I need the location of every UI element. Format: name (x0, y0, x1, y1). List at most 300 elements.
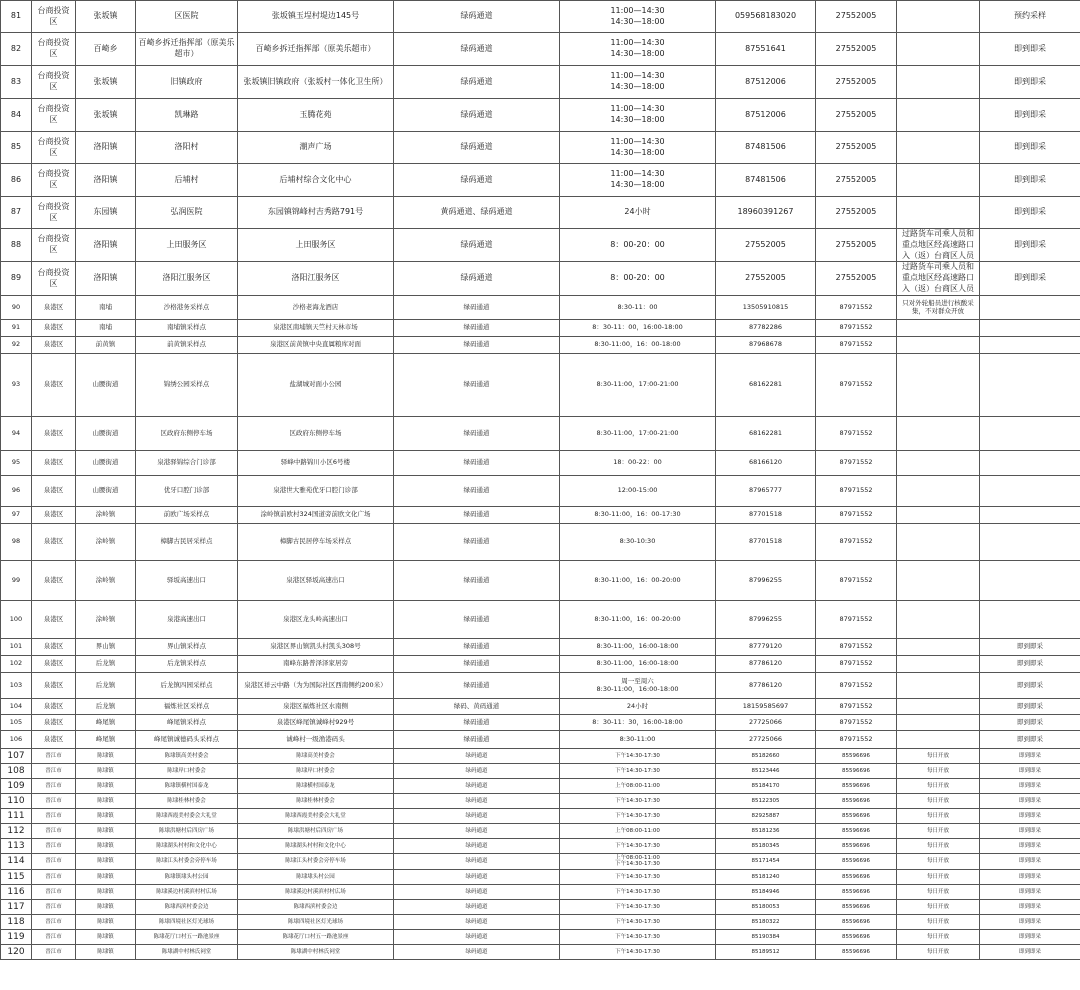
phone-cell: 85181236 (716, 823, 816, 838)
hours-cell: 8:30-11:00，16:00-18:00 (560, 655, 716, 672)
hotline-cell: 85596696 (816, 929, 897, 944)
service-cell: 即到即采 (980, 838, 1080, 853)
row-number: 96 (1, 475, 32, 506)
channel-cell: 绿码通道 (394, 336, 560, 353)
channel-cell: 绿码通道 (394, 506, 560, 523)
notice-cell: 过路货车司乘人员和重点地区经高速路口入（返）台商区人员 (897, 262, 980, 295)
address-cell: 陈埭溪边村溪滨村村広场 (238, 884, 394, 899)
channel-cell: 绿码通道 (394, 672, 560, 698)
service-cell: 即到即采 (980, 197, 1080, 229)
phone-cell: 87786120 (716, 655, 816, 672)
table-row (1, 295, 1080, 319)
address-cell: 陈埭花厅口村五一路池景座 (238, 929, 394, 944)
table-row (1, 778, 1080, 793)
site-name-cell: 前黄镇采样点 (136, 336, 238, 353)
hours-cell: 下午14:30-17:30 (560, 838, 716, 853)
town-cell: 陈埭镇 (76, 944, 136, 959)
service-cell: 预约采样 (980, 1, 1080, 33)
service-cell: 即到即采 (980, 899, 1080, 914)
phone-cell: 85182660 (716, 748, 816, 763)
table-row (1, 197, 1080, 229)
hours-cell: 8：30-11：00，16:00-18:00 (560, 319, 716, 336)
notice-cell (897, 475, 980, 506)
town-cell: 陈埭镇 (76, 808, 136, 823)
hotline-cell: 85596696 (816, 748, 897, 763)
hotline-cell: 85596696 (816, 808, 897, 823)
channel-cell: 绿码通道 (394, 793, 560, 808)
hotline-cell: 87971552 (816, 655, 897, 672)
table-row (1, 823, 1080, 838)
hours-cell: 8：00-20：00 (560, 229, 716, 262)
site-name-cell: 驿坂高速出口 (136, 560, 238, 600)
table-row (1, 929, 1080, 944)
service-cell: 即到即采 (980, 164, 1080, 197)
hotline-cell: 85596696 (816, 869, 897, 884)
site-name-cell: 优牙口腔门诊部 (136, 475, 238, 506)
row-number: 100 (1, 600, 32, 638)
site-name-cell: 陈埭镇埭头村公园 (136, 869, 238, 884)
hotline-cell: 87971552 (816, 450, 897, 475)
hours-cell: 8：00-20：00 (560, 262, 716, 295)
phone-cell: 059568183020 (716, 1, 816, 33)
hotline-cell: 87971552 (816, 600, 897, 638)
district-cell: 晋江市 (32, 778, 76, 793)
district-cell: 泉港区 (32, 295, 76, 319)
table-row (1, 884, 1080, 899)
channel-cell: 绿码通道 (394, 853, 560, 869)
town-cell: 峰尾镇 (76, 714, 136, 730)
address-cell: 泉港区福炼社区水南侧 (238, 698, 394, 714)
table-row (1, 748, 1080, 763)
phone-cell: 85190384 (716, 929, 816, 944)
address-cell: 张坂镇玉埕村堤边145号 (238, 1, 394, 33)
district-cell: 泉港区 (32, 523, 76, 560)
hotline-cell: 85596696 (816, 823, 897, 838)
district-cell: 台商投资区 (32, 1, 76, 33)
hours-cell: 下午14:30-17:30 (560, 929, 716, 944)
channel-cell: 绿码通道 (394, 899, 560, 914)
hours-cell: 8:30-11：00 (560, 295, 716, 319)
phone-cell: 85189512 (716, 944, 816, 959)
table-row (1, 730, 1080, 748)
phone-cell: 87551641 (716, 33, 816, 66)
hours-cell: 下午14:30-17:30 (560, 808, 716, 823)
district-cell: 晋江市 (32, 884, 76, 899)
notice-cell: 每日开放 (897, 884, 980, 899)
hotline-cell: 27552005 (816, 132, 897, 164)
table-row (1, 698, 1080, 714)
notice-cell: 每日开放 (897, 869, 980, 884)
row-number: 103 (1, 672, 32, 698)
site-name-cell: 后埔村 (136, 164, 238, 197)
service-cell: 即到即采 (980, 655, 1080, 672)
hours-cell: 8:30-11:00，17:00-21:00 (560, 416, 716, 450)
phone-cell: 87996255 (716, 560, 816, 600)
district-cell: 晋江市 (32, 763, 76, 778)
hours-cell: 下午14:30-17:30 (560, 899, 716, 914)
row-number: 82 (1, 33, 32, 66)
phone-cell: 87481506 (716, 132, 816, 164)
town-cell: 陈埭镇 (76, 778, 136, 793)
hours-cell: 18：00-22：00 (560, 450, 716, 475)
hotline-cell: 87971552 (816, 730, 897, 748)
address-cell: 诚峰村一级渔港码头 (238, 730, 394, 748)
site-name-cell: 陈埭岸口村委会 (136, 763, 238, 778)
phone-cell: 85180322 (716, 914, 816, 929)
service-cell: 即到即采 (980, 748, 1080, 763)
table-row (1, 763, 1080, 778)
table-row (1, 560, 1080, 600)
notice-cell: 每日开放 (897, 929, 980, 944)
hotline-cell: 85596696 (816, 763, 897, 778)
address-cell: 泉港区祥云中路（为为国际社区西南侧约200米） (238, 672, 394, 698)
table-row (1, 319, 1080, 336)
town-cell: 陈埭镇 (76, 748, 136, 763)
hours-cell: 下午14:30-17:30 (560, 914, 716, 929)
notice-cell: 每日开放 (897, 763, 980, 778)
hours-cell: 8:30-10:30 (560, 523, 716, 560)
service-cell: 即到即采 (980, 132, 1080, 164)
district-cell: 泉港区 (32, 714, 76, 730)
table-row (1, 353, 1080, 416)
district-cell: 晋江市 (32, 808, 76, 823)
site-name-cell: 峰尾镇诚德码头采样点 (136, 730, 238, 748)
table-row (1, 638, 1080, 655)
hotline-cell: 87971552 (816, 714, 897, 730)
row-number: 115 (1, 869, 32, 884)
notice-cell (897, 698, 980, 714)
site-name-cell: 泉港高速出口 (136, 600, 238, 638)
channel-cell: 绿码通道 (394, 914, 560, 929)
row-number: 87 (1, 197, 32, 229)
hotline-cell: 87971552 (816, 336, 897, 353)
phone-cell: 85171454 (716, 853, 816, 869)
notice-cell (897, 33, 980, 66)
table-row (1, 600, 1080, 638)
phone-cell: 85123446 (716, 763, 816, 778)
town-cell: 张坂镇 (76, 66, 136, 99)
town-cell: 南埔 (76, 295, 136, 319)
address-cell: 樟脚古民居停车场采样点 (238, 523, 394, 560)
channel-cell: 黄码通道、绿码通道 (394, 197, 560, 229)
notice-cell (897, 416, 980, 450)
phone-cell: 27725066 (716, 730, 816, 748)
hotline-cell: 85596696 (816, 853, 897, 869)
notice-cell: 每日开放 (897, 778, 980, 793)
town-cell: 洛阳镇 (76, 164, 136, 197)
district-cell: 泉港区 (32, 506, 76, 523)
address-cell: 陈埭湖头村村和文化中心 (238, 838, 394, 853)
service-cell: 即到即采 (980, 698, 1080, 714)
row-number: 118 (1, 914, 32, 929)
site-name-cell: 上田服务区 (136, 229, 238, 262)
notice-cell: 每日开放 (897, 914, 980, 929)
address-cell: 陈埭岸口村委会 (238, 763, 394, 778)
phone-cell: 27725066 (716, 714, 816, 730)
row-number: 92 (1, 336, 32, 353)
channel-cell: 绿码通道 (394, 132, 560, 164)
table-row (1, 33, 1080, 66)
hotline-cell: 87971552 (816, 506, 897, 523)
phone-cell: 68162281 (716, 353, 816, 416)
address-cell: 百崎乡拆迁指挥部（原美乐超市） (238, 33, 394, 66)
notice-cell: 每日开放 (897, 899, 980, 914)
table-row (1, 655, 1080, 672)
row-number: 107 (1, 748, 32, 763)
district-cell: 晋江市 (32, 929, 76, 944)
service-cell: 即到即采 (980, 763, 1080, 778)
channel-cell: 绿码通道 (394, 523, 560, 560)
district-cell: 台商投资区 (32, 197, 76, 229)
row-number: 105 (1, 714, 32, 730)
notice-cell (897, 197, 980, 229)
site-name-cell: 区医院 (136, 1, 238, 33)
notice-cell (897, 336, 980, 353)
site-name-cell: 陈埭西霞美村委会大礼堂 (136, 808, 238, 823)
channel-cell: 绿码通道 (394, 1, 560, 33)
site-name-cell: 陈埭西滨村委会边 (136, 899, 238, 914)
district-cell: 晋江市 (32, 944, 76, 959)
hours-cell: 11:00—14:30 14:30—18:00 (560, 132, 716, 164)
channel-cell: 绿码通道 (394, 929, 560, 944)
row-number: 112 (1, 823, 32, 838)
address-cell: 陈埭桂林村委会 (238, 793, 394, 808)
notice-cell (897, 319, 980, 336)
address-cell: 陈埭埭头村公园 (238, 869, 394, 884)
site-name-cell: 后龙镇采样点 (136, 655, 238, 672)
district-cell: 泉港区 (32, 560, 76, 600)
address-cell: 陈埭四境社区灯光球场 (238, 914, 394, 929)
channel-cell: 绿码、黄码通道 (394, 698, 560, 714)
site-name-cell: 泉港驿锦综合门诊部 (136, 450, 238, 475)
notice-cell (897, 66, 980, 99)
address-cell: 陈埭洪塘村后四房广场 (238, 823, 394, 838)
hotline-cell: 87971552 (816, 560, 897, 600)
service-cell (980, 353, 1080, 416)
hours-cell: 下午14:30-17:30 (560, 763, 716, 778)
row-number: 99 (1, 560, 32, 600)
channel-cell: 绿码通道 (394, 869, 560, 884)
town-cell: 陈埭镇 (76, 869, 136, 884)
town-cell: 后龙镇 (76, 672, 136, 698)
service-cell: 即到即采 (980, 33, 1080, 66)
channel-cell: 绿码通道 (394, 99, 560, 132)
site-name-cell: 陈埭湖头村村和文化中心 (136, 838, 238, 853)
table-row (1, 838, 1080, 853)
site-name-cell: 陈埭溪边村溪滨村村広场 (136, 884, 238, 899)
phone-cell: 68162281 (716, 416, 816, 450)
phone-cell: 87481506 (716, 164, 816, 197)
site-name-cell: 区政府东侧停车场 (136, 416, 238, 450)
site-name-cell: 陈埭镇高美村委会 (136, 748, 238, 763)
hotline-cell: 87971552 (816, 295, 897, 319)
hours-cell: 11:00—14:30 14:30—18:00 (560, 66, 716, 99)
notice-cell: 每日开放 (897, 748, 980, 763)
hotline-cell: 27552005 (816, 66, 897, 99)
notice-cell (897, 353, 980, 416)
notice-cell: 每日开放 (897, 793, 980, 808)
site-name-cell: 陈埭江头村委会旁停车场 (136, 853, 238, 869)
phone-cell: 87965777 (716, 475, 816, 506)
district-cell: 台商投资区 (32, 229, 76, 262)
table-row (1, 523, 1080, 560)
hotline-cell: 85596696 (816, 793, 897, 808)
district-cell: 泉港区 (32, 336, 76, 353)
hours-cell: 8:30-11:00 (560, 730, 716, 748)
table-row (1, 416, 1080, 450)
table-row (1, 853, 1080, 869)
channel-cell: 绿码通道 (394, 262, 560, 295)
site-name-cell: 陈埭四境社区灯光球场 (136, 914, 238, 929)
channel-cell: 绿码通道 (394, 763, 560, 778)
hours-cell: 下午14:30-17:30 (560, 748, 716, 763)
town-cell: 陈埭镇 (76, 884, 136, 899)
row-number: 102 (1, 655, 32, 672)
site-name-cell: 前欧广场采样点 (136, 506, 238, 523)
hotline-cell: 27552005 (816, 229, 897, 262)
table-row (1, 714, 1080, 730)
channel-cell: 绿码通道 (394, 475, 560, 506)
phone-cell: 85184170 (716, 778, 816, 793)
district-cell: 台商投资区 (32, 262, 76, 295)
phone-cell: 27552005 (716, 229, 816, 262)
district-cell: 泉港区 (32, 450, 76, 475)
town-cell: 涂岭镇 (76, 600, 136, 638)
service-cell (980, 319, 1080, 336)
phone-cell: 87996255 (716, 600, 816, 638)
site-name-cell: 锦绣公园采样点 (136, 353, 238, 416)
service-cell (980, 336, 1080, 353)
hotline-cell: 85596696 (816, 944, 897, 959)
phone-cell: 85122305 (716, 793, 816, 808)
row-number: 86 (1, 164, 32, 197)
town-cell: 洛阳镇 (76, 262, 136, 295)
address-cell: 陈埭江头村委会旁停车场 (238, 853, 394, 869)
row-number: 106 (1, 730, 32, 748)
notice-cell (897, 1, 980, 33)
district-cell: 晋江市 (32, 899, 76, 914)
phone-cell: 85180053 (716, 899, 816, 914)
service-cell (980, 295, 1080, 319)
address-cell: 陈埭西霞美村委会大礼堂 (238, 808, 394, 823)
hotline-cell: 85596696 (816, 914, 897, 929)
row-number: 113 (1, 838, 32, 853)
notice-cell: 每日开放 (897, 838, 980, 853)
district-cell: 泉港区 (32, 730, 76, 748)
phone-cell: 27552005 (716, 262, 816, 295)
row-number: 95 (1, 450, 32, 475)
table-row (1, 914, 1080, 929)
notice-cell: 每日开放 (897, 823, 980, 838)
town-cell: 张坂镇 (76, 1, 136, 33)
phone-cell: 85181240 (716, 869, 816, 884)
site-name-cell: 陈埭湖中村林氏祠堂 (136, 944, 238, 959)
notice-cell: 只对外轮船员进行核酸采集，不对群众开放 (897, 295, 980, 319)
town-cell: 涂岭镇 (76, 560, 136, 600)
notice-cell (897, 560, 980, 600)
town-cell: 山腰街道 (76, 353, 136, 416)
table-row (1, 869, 1080, 884)
phone-cell: 87786120 (716, 672, 816, 698)
district-cell: 泉港区 (32, 672, 76, 698)
table-row (1, 132, 1080, 164)
hotline-cell: 27552005 (816, 33, 897, 66)
hours-cell: 上午08:00-11:00 (560, 823, 716, 838)
hours-cell: 12:00-15:00 (560, 475, 716, 506)
district-cell: 晋江市 (32, 838, 76, 853)
district-cell: 晋江市 (32, 869, 76, 884)
channel-cell: 绿码通道 (394, 838, 560, 853)
address-cell: 区政府东侧停车场 (238, 416, 394, 450)
phone-cell: 18960391267 (716, 197, 816, 229)
town-cell: 陈埭镇 (76, 838, 136, 853)
row-number: 114 (1, 853, 32, 869)
site-name-cell: 凯琳路 (136, 99, 238, 132)
service-cell: 即到即采 (980, 672, 1080, 698)
site-name-cell: 峰尾镇采样点 (136, 714, 238, 730)
channel-cell: 绿码通道 (394, 884, 560, 899)
table-row (1, 506, 1080, 523)
service-cell: 即到即采 (980, 638, 1080, 655)
town-cell: 涂岭镇 (76, 506, 136, 523)
notice-cell: 每日开放 (897, 808, 980, 823)
service-cell (980, 600, 1080, 638)
channel-cell: 绿码通道 (394, 600, 560, 638)
address-cell: 后埔村综合文化中心 (238, 164, 394, 197)
hotline-cell: 87971552 (816, 353, 897, 416)
town-cell: 陈埭镇 (76, 823, 136, 838)
phone-cell: 68166120 (716, 450, 816, 475)
address-cell: 泉港区南埔镇天竺村天林市场 (238, 319, 394, 336)
town-cell: 张坂镇 (76, 99, 136, 132)
hotline-cell: 87971552 (816, 698, 897, 714)
district-cell: 泉港区 (32, 416, 76, 450)
address-cell: 泉港区驿坂高速出口 (238, 560, 394, 600)
service-cell: 即到即采 (980, 808, 1080, 823)
channel-cell: 绿码通道 (394, 944, 560, 959)
notice-cell (897, 132, 980, 164)
address-cell: 沙格老海龙酒店 (238, 295, 394, 319)
channel-cell: 绿码通道 (394, 748, 560, 763)
table-row (1, 262, 1080, 295)
address-cell: 涂岭镇前欧村324国道旁前欧文化广场 (238, 506, 394, 523)
district-cell: 晋江市 (32, 914, 76, 929)
service-cell: 即到即采 (980, 793, 1080, 808)
channel-cell: 绿码通道 (394, 33, 560, 66)
hours-cell: 11:00—14:30 14:30—18:00 (560, 1, 716, 33)
site-name-cell: 陈埭花厅口村五一路池景座 (136, 929, 238, 944)
table-row (1, 336, 1080, 353)
channel-cell: 绿码通道 (394, 808, 560, 823)
district-cell: 晋江市 (32, 793, 76, 808)
channel-cell: 绿码通道 (394, 295, 560, 319)
town-cell: 洛阳镇 (76, 229, 136, 262)
notice-cell (897, 450, 980, 475)
notice-cell (897, 506, 980, 523)
channel-cell: 绿码通道 (394, 778, 560, 793)
district-cell: 泉港区 (32, 638, 76, 655)
town-cell: 后龙镇 (76, 698, 136, 714)
row-number: 101 (1, 638, 32, 655)
service-cell: 即到即采 (980, 929, 1080, 944)
town-cell: 陈埭镇 (76, 793, 136, 808)
hotline-cell: 27552005 (816, 262, 897, 295)
service-cell: 即到即采 (980, 66, 1080, 99)
service-cell (980, 560, 1080, 600)
row-number: 111 (1, 808, 32, 823)
district-cell: 台商投资区 (32, 132, 76, 164)
hotline-cell: 85596696 (816, 899, 897, 914)
